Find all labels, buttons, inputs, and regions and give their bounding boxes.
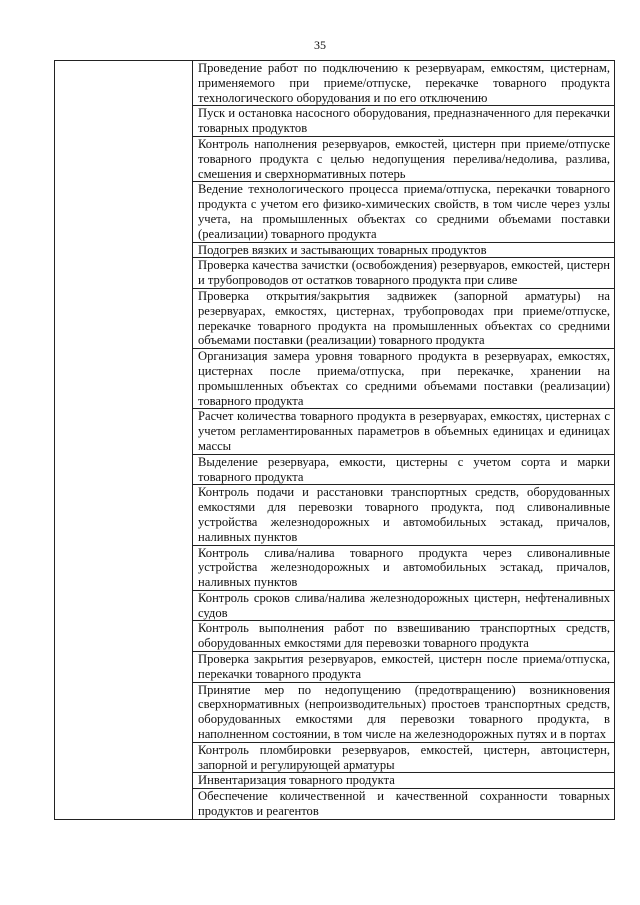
table-cell: Обеспечение количественной и качественной сохранности товарных продуктов и реагентов <box>193 789 615 820</box>
table-cell: Организация замера уровня товарного продукта в резервуарах, емкостях, цистернах после приема/отпуска, при перекачке, хранении на промышленных объектах со средними объемами поставки (реализации) товарного продукта <box>193 349 615 409</box>
table-cell: Расчет количества товарного продукта в резервуарах, емкостях, цистернах с учетом регламентированных параметров в объемных единицах и единицах массы <box>193 409 615 454</box>
table-cell: Проверка открытия/закрытия задвижек (запорной арматуры) на резервуарах, емкостях, цистернах, трубопроводах при приеме/отпуске, перекачке товарного продукта на промышленных объектах со средними объемами поставки (реализации) товарного продукта <box>193 288 615 348</box>
merged-label-cell <box>55 61 193 820</box>
table-cell: Контроль наполнения резервуаров, емкостей, цистерн при приеме/отпуске товарного продукта с целью недопущения перелива/недолива, разлива, смешения и сверхнормативных потерь <box>193 136 615 181</box>
table-cell: Контроль выполнения работ по взвешиванию транспортных средств, оборудованных емкостями для перевозки товарного продукта <box>193 621 615 652</box>
table-cell: Принятие мер по недопущению (предотвращению) возникновения сверхнормативных (непроизводительных) простоев транспортных средств, оборудованных емкостями для перевозки товарного продукта, в наполненном состоянии, в том числе на железнодорожных путях и в портах <box>193 682 615 742</box>
table-cell: Выделение резервуара, емкости, цистерны с учетом сорта и марки товарного продукта <box>193 454 615 485</box>
table-cell: Инвентаризация товарного продукта <box>193 773 615 789</box>
table-cell: Подогрев вязких и застывающих товарных продуктов <box>193 242 615 258</box>
table-cell: Контроль слива/налива товарного продукта через сливоналивные устройства железнодорожных и автомобильных эстакад, причалов, наливных пунктов <box>193 545 615 590</box>
table-cell: Контроль пломбировки резервуаров, емкостей, цистерн, автоцистерн, запорной и регулирующей арматуры <box>193 742 615 773</box>
table-cell: Проверка качества зачистки (освобождения) резервуаров, емкостей, цистерн и трубопроводов от остатков товарного продукта при сливе <box>193 258 615 289</box>
table-cell: Контроль сроков слива/налива железнодорожных цистерн, нефтеналивных судов <box>193 590 615 621</box>
page-number: 35 <box>314 38 326 52</box>
table-cell: Контроль подачи и расстановки транспортных средств, оборудованных емкостями для перевозки товарного продукта, под сливоналивные устройства железнодорожных и автомобильных эстакад, причалов, наливных пунктов <box>193 485 615 545</box>
table-cell: Ведение технологического процесса приема/отпуска, перекачки товарного продукта с учетом его физико-химических свойств, в том числе через узлы учета, на промышленных объектах со средними объемами поставки (реализации) товарного продукта <box>193 182 615 242</box>
table-cell: Проведение работ по подключению к резервуарам, емкостям, цистернам, применяемого при приеме/отпуске, перекачке товарного продукта технологического оборудования и по его отключению <box>193 61 615 106</box>
table-row <box>55 61 615 106</box>
labor-actions-table <box>54 60 615 820</box>
table-cell: Пуск и остановка насосного оборудования, предназначенного для перекачки товарных продуктов <box>193 106 615 137</box>
table-cell: Проверка закрытия резервуаров, емкостей, цистерн после приема/отпуска, перекачки товарного продукта <box>193 652 615 683</box>
